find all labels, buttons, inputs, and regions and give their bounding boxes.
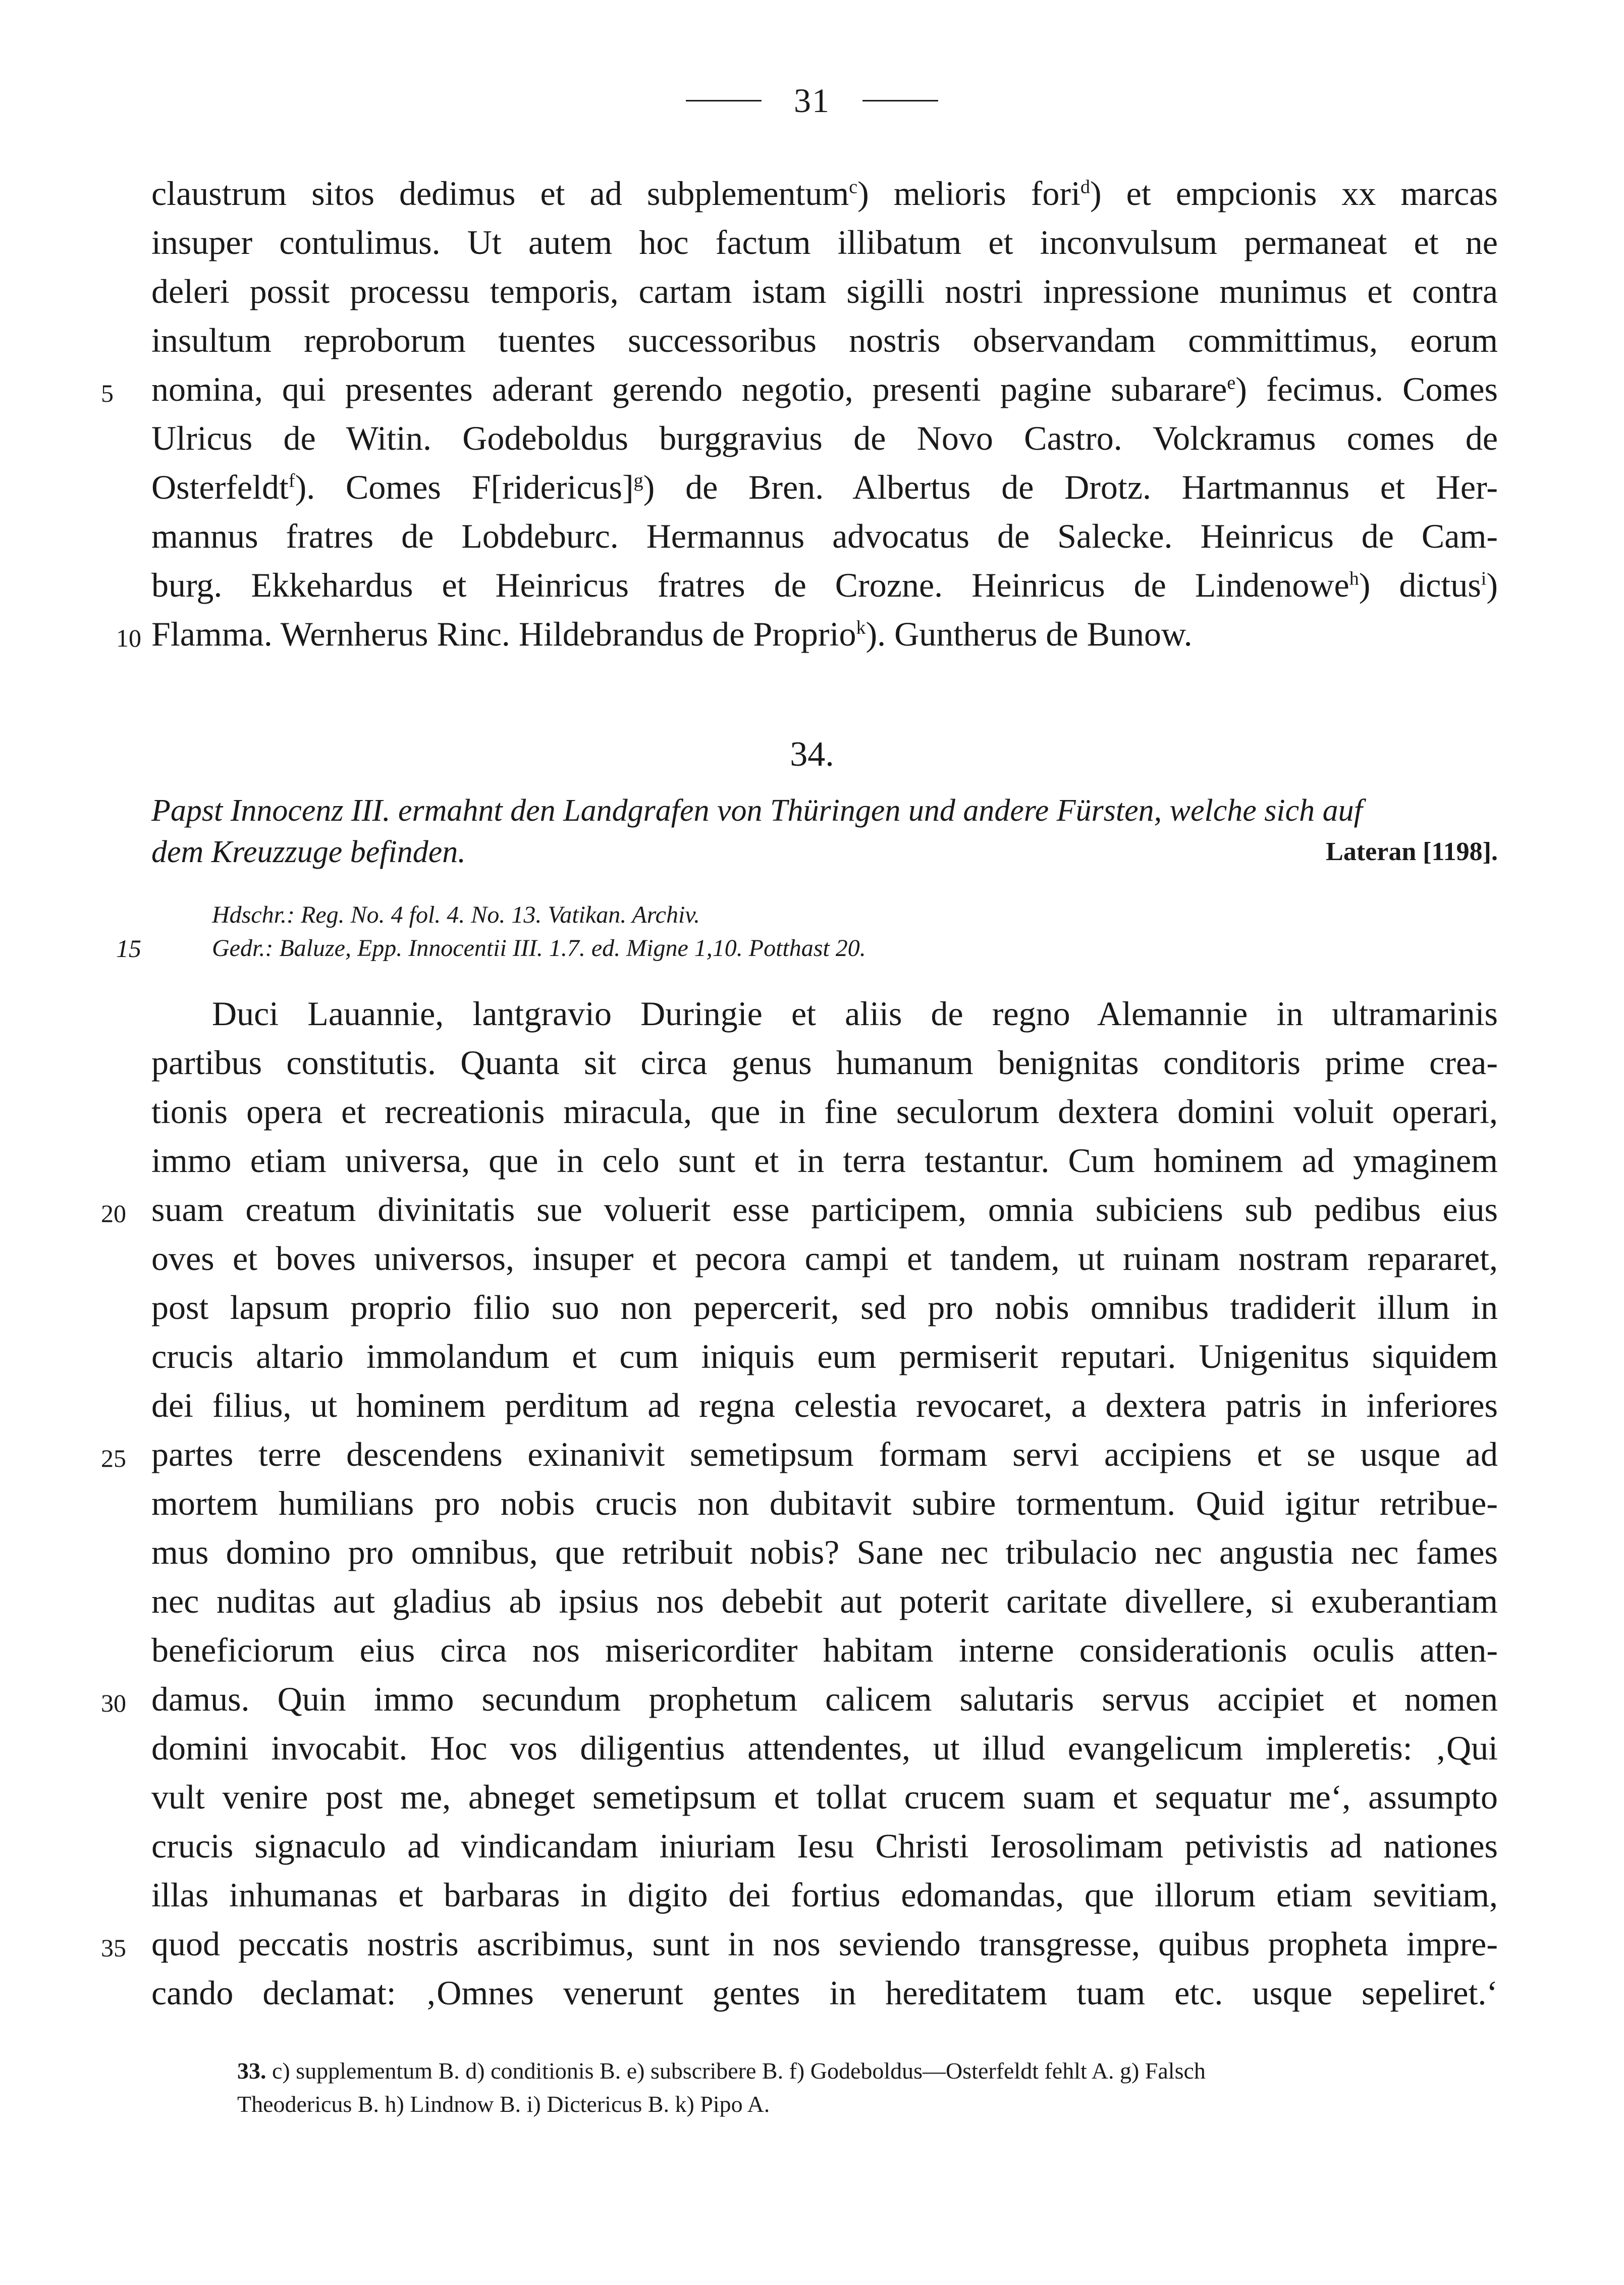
page-header	[0, 81, 1624, 121]
main-text-line: crucis signaculo ad vindicandam iniuriam Iesu Christi Ierosolimam petivistis ad nationes	[151, 1827, 1498, 1865]
main-text-line: crucis altario immolandum et cum iniquis eum permiserit reputari. Unigenitus siquidem	[151, 1337, 1498, 1375]
header-rule-right	[862, 100, 938, 101]
main-text-line: immo etiam universa, que in celo sunt et in terra testantur. Cum hominem ad ymaginem	[151, 1141, 1498, 1180]
top-text-line: Osterfeldt$^f$). Comes F[ridericus]$^g$) de Bren. Albertus de Drotz. Hartmannus et Her-	[151, 468, 1498, 506]
main-text-line: 25 partes terre descendens exinanivit semetipsum formam servi accipiens et se usque ad	[151, 1430, 1498, 1479]
line-number: 25	[101, 1444, 126, 1472]
top-text-line: deleri possit processu temporis, cartam istam sigilli nostri inpressione munimus et contra	[151, 272, 1498, 310]
sources-line-1: Hdschr.: Reg. No. 4 fol. 4. No. 13. Vatikan. Archiv.	[212, 901, 700, 928]
footnote-marker: i	[1481, 568, 1487, 590]
main-text-line: oves et boves universos, insuper et pecora campi et tandem, ut ruinam nostram repararet,	[151, 1239, 1498, 1278]
main-text-line: mus domino pro omnibus, que retribuit nobis? Sane nec tribulacio nec angustia nec fames	[151, 1533, 1498, 1571]
sources-line-2-text: Gedr.: Baluze, Epp. Innocentii III. 1.7. ed. Migne 1,10. Potthast 20.	[212, 935, 866, 962]
line-number: 35	[101, 1934, 126, 1962]
sources	[116, 898, 1474, 965]
line-number: 10	[116, 624, 141, 652]
header-rule-left	[686, 100, 762, 101]
footnote-line-1	[237, 2054, 1499, 2088]
top-text-line: insultum reproborum tuentes successoribus nostris observandam committimus, eorum	[151, 321, 1498, 359]
main-text-line: nec nuditas aut gladius ab ipsius nos debebit aut poterit caritate divellere, si exuberantiam	[151, 1582, 1498, 1620]
top-text-line: Ulricus de Witin. Godeboldus burggravius de Novo Castro. Volckramus comes de	[151, 419, 1498, 457]
main-text-line: tionis opera et recreationis miracula, que in fine seculorum dextera domini voluit operari,	[151, 1092, 1498, 1131]
main-text-line: partibus constitutis. Quanta sit circa genus humanum benignitas conditoris prime crea-	[151, 1043, 1498, 1082]
footnote-section: 33.	[237, 2058, 266, 2084]
sources-line-2	[116, 932, 1474, 965]
line-number: 20	[101, 1199, 126, 1228]
main-text-line: 30 damus. Quin immo secundum prophetum calicem salutaris servus accipiet et nomen	[151, 1675, 1498, 1724]
main-text-line: 20 suam creatum divinitatis sue voluerit esse participem, omnia subiciens sub pedibus eius	[151, 1185, 1498, 1234]
regest-date: Lateran [1198].	[1326, 837, 1498, 866]
footnote-marker: d	[1080, 176, 1090, 198]
top-text-line: 5 nomina, qui presentes aderant gerendo negotio, presenti pagine subarare$^e$) fecimus. Comes	[151, 365, 1498, 414]
footnotes	[237, 2054, 1499, 2121]
page-number: 31	[794, 81, 830, 120]
footnote-line-1-text: c) supplementum B. d) conditionis B. e) subscribere B. f) Godeboldus—Osterfeldt fehlt A. g) Falsch	[272, 2058, 1206, 2084]
main-text-line: post lapsum proprio filio suo non pepercerit, sed pro nobis omnibus tradiderit illum in	[151, 1288, 1498, 1326]
top-text-line: claustrum sitos dedimus et ad subplementum$^c$) melioris fori$^d$) et empcionis xx marcas	[151, 174, 1498, 212]
regest-line-2: dem Kreuzzuge befinden.	[151, 835, 466, 869]
top-text-block	[101, 169, 1498, 659]
footnote-line-2: Theodericus B. h) Lindnow B. i) Dictericus B. k) Pipo A.	[237, 2091, 770, 2117]
main-text-line: domini invocabit. Hoc vos diligentius attendentes, ut illud evangelicum impleretis: ‚Qui	[151, 1729, 1498, 1767]
top-text-line: insuper contulimus. Ut autem hoc factum illibatum et inconvulsum permaneat et ne	[151, 223, 1498, 261]
footnote-marker: f	[288, 470, 295, 492]
line-number: 5	[101, 379, 114, 407]
main-text-line: Duci Lauannie, lantgravio Duringie et aliis de regno Alemannie in ultramarinis	[212, 994, 1498, 1033]
main-text-line: vult venire post me, abneget semetipsum et tollat crucem suam et sequatur me‘, assumpto	[151, 1778, 1498, 1816]
line-number: 15	[116, 934, 141, 963]
footnote-marker: e	[1227, 372, 1236, 394]
line-number: 30	[101, 1689, 126, 1717]
regest-line-1: Papst Innocenz III. ermahnt den Landgrafen von Thüringen und andere Fürsten, welche sich auf	[151, 793, 1363, 828]
main-text-line: cando declamat: ‚Omnes venerunt gentes in hereditatem tuam etc. usque sepeliret.‘	[151, 1974, 1498, 2012]
footnote-marker: g	[633, 470, 643, 492]
main-text-line: 35 quod peccatis nostris ascribimus, sunt in nos seviendo transgresse, quibus propheta impre-	[151, 1920, 1498, 1969]
footnote-marker: h	[1349, 568, 1359, 590]
main-text-line: beneficiorum eius circa nos misericorditer habitam interne considerationis oculis atten-	[151, 1631, 1498, 1669]
footnote-marker: c	[849, 176, 858, 198]
top-text-line: mannus fratres de Lobdeburc. Hermannus advocatus de Salecke. Heinricus de Cam-	[151, 517, 1498, 555]
top-text-line: 10 Flamma. Wernherus Rinc. Hildebrandus de Proprio$^k$). Guntherus de Bunow.	[151, 610, 1498, 659]
top-text-line: burg. Ekkehardus et Heinricus fratres de Crozne. Heinricus de Lindenowe$^h$) dictus$^i$)	[151, 566, 1498, 604]
main-text-line: mortem humilians pro nobis crucis non dubitavit subire tormentum. Quid igitur retribue-	[151, 1484, 1498, 1522]
document-number: 34.	[790, 735, 834, 774]
main-text-block	[101, 989, 1498, 2017]
footnote-marker: k	[856, 617, 866, 639]
main-text-line: dei filius, ut hominem perditum ad regna celestia revocaret, a dextera patris in inferiores	[151, 1386, 1498, 1424]
regest	[151, 790, 1498, 873]
main-text-line: illas inhumanas et barbaras in digito dei fortius edomandas, que illorum etiam sevitiam,	[151, 1876, 1498, 1914]
